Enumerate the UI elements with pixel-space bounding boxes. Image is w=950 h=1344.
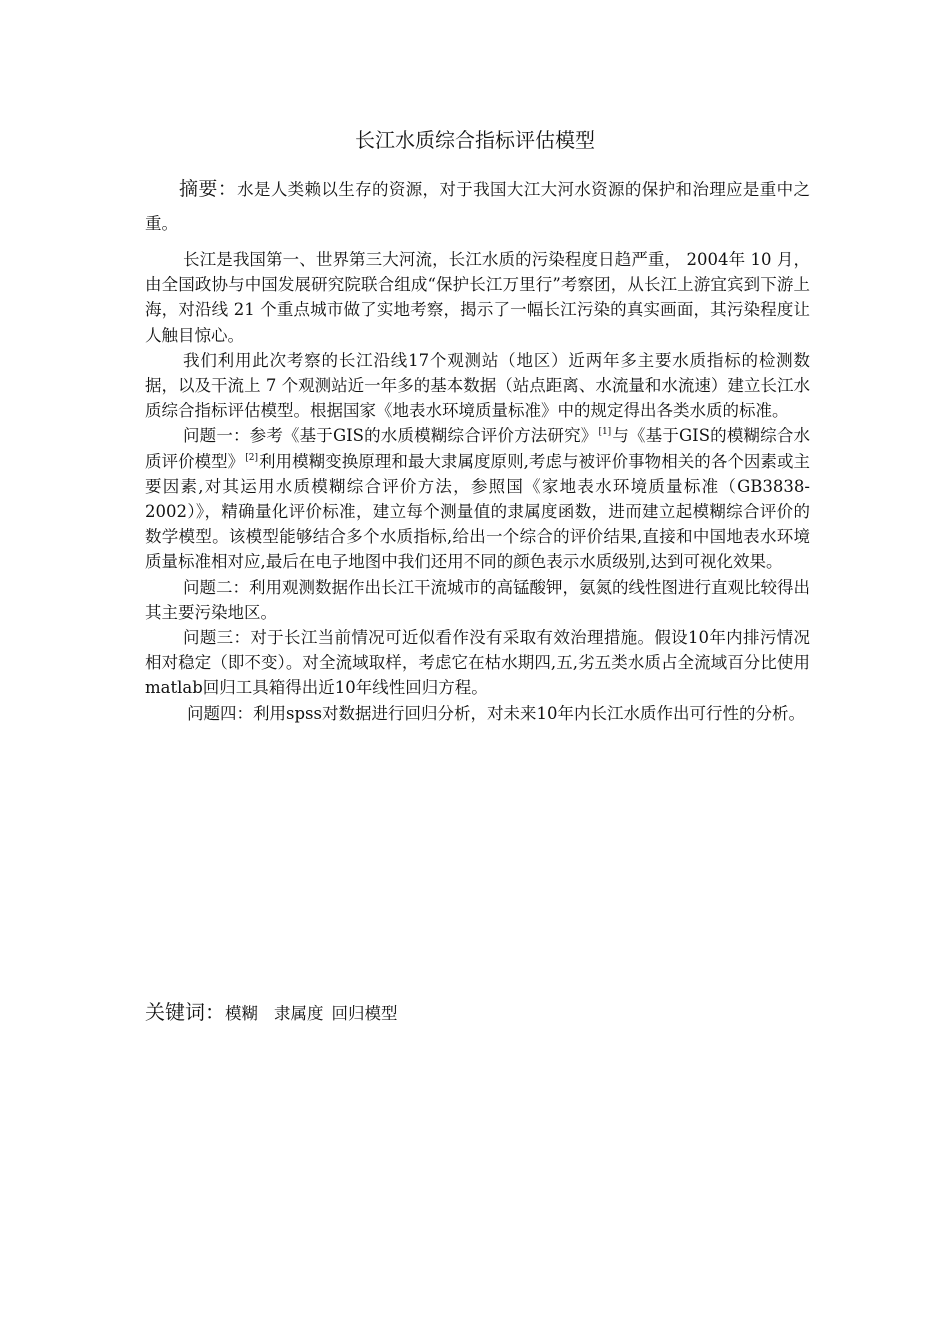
paragraph-question-1 [145, 423, 810, 574]
document-body [145, 172, 810, 726]
abstract-paragraph [145, 172, 810, 241]
document-title: 长江水质综合指标评估模型 [355, 128, 595, 152]
paragraph-data-source: 我们利用此次考察的长江沿线17个观测站（地区）近两年多主要水质指标的检测数据，以及干流上 7 个观测站近一年多的基本数据（站点距离、水流量和水流速）建立长江水质综合指标评估模型。根据国家《地表水环境质量标准》中的规定得出各类水质的标准。 [145, 350, 810, 421]
paragraph-question-3: 问题三：对于长江当前情况可近似看作没有采取有效治理措施。假设10年内排污情况相对稳定（即不变）。对全流域取样，考虑它在枯水期四,五,劣五类水质占全流域百分比使用matlab回归工具箱得出近10年线性回归方程。 [145, 628, 810, 698]
paragraph-question-2: 问题二：利用观测数据作出长江干流城市的高锰酸钾，氨氮的线性图进行直观比较得出其主要污染地区。 [145, 577, 810, 622]
citation-2: [2] [245, 452, 258, 463]
abstract-text: 水是人类赖以生存的资源，对于我国大江大河水资源的保护和治理应是重中之重。 [145, 180, 810, 233]
keywords-label: 关键词： [145, 1000, 225, 1024]
abstract-label: 摘要： [179, 178, 238, 200]
keyword-regression: 回归模型 [331, 1004, 398, 1023]
keywords-line [145, 996, 810, 1030]
keyword-fuzzy: 模糊 [225, 1004, 258, 1023]
question-1-text-c: 利用模糊变换原理和最大隶属度原则,考虑与被评价事物相关的各个因素或主要因素,对其运用水质模糊综合评价方法，参照国《家地表水环境质量标准（GB3838-2002）》，精确量化评价标准，建立每个测量值的隶属度函数，进而建立起模糊综合评价的数学模型。该模型能够结合多个水质指标,给出一个综合的评价结果,直接和中国地表水环境质量标准相对应,最后在电子地图中我们还用不同的颜色表示水质级别,达到可视化效果。 [145, 451, 811, 572]
question-1-text-b: 与《基于GIS的模糊综合水质评价模型》 [145, 426, 810, 471]
question-1-text-a: 问题一：参考《基于GIS的水质模糊综合评价方法研究》 [183, 426, 598, 446]
paragraph-question-4: 问题四：利用spss对数据进行回归分析，对未来10年内长江水质作出可行性的分析。 [187, 703, 805, 723]
paragraph-background: 长江是我国第一、世界第三大河流，长江水质的污染程度日趋严重， 2004年 10 月，由全国政协与中国发展研究院联合组成“保护长江万里行”考察团，从长江上游宜宾到下游上海，对沿线 21 个重点城市做了实地考察，揭示了一幅长江污染的真实画面，其污染程度让人触目惊心。 [145, 250, 810, 345]
keyword-membership: 隶属度 [274, 1004, 324, 1023]
citation-1: [1] [598, 427, 612, 438]
